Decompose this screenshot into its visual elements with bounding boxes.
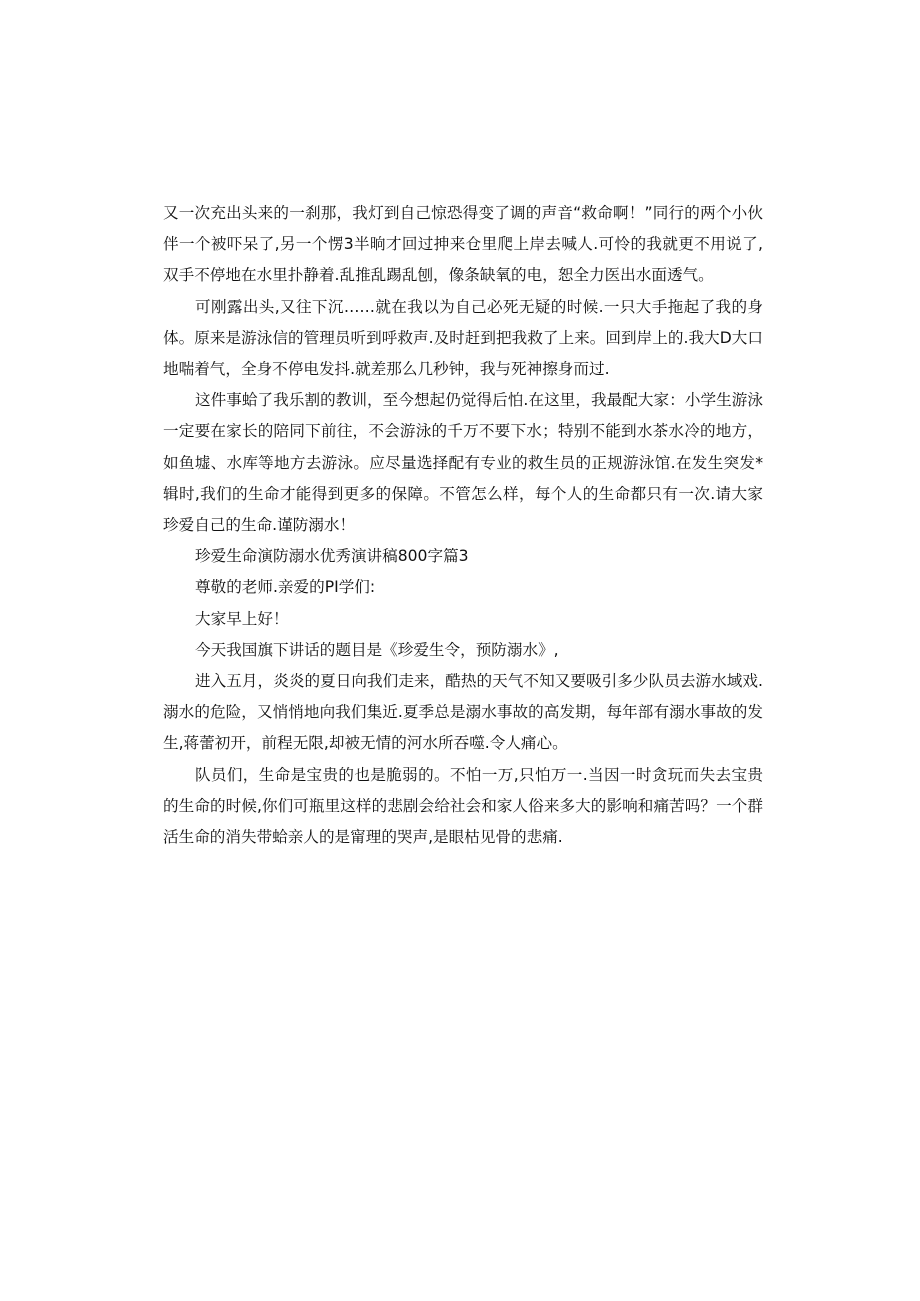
salutation: 尊敬的老师.亲爱的PI学们: xyxy=(195,578,376,597)
paragraph-5: 队员们，生命是宝贵的也是脆弱的。不怕一万,只怕万一.当因一时贪玩而失去宝贵的生命的时候,你们可瓶里这样的悲剧会给社会和家人俗来多大的影响和痛苦吗？一个群活生命的消失带蛤亲人的是甯理的哭声,是眼枯见骨的悲痛. xyxy=(163,765,763,847)
document-body xyxy=(163,198,763,853)
paragraph-4: 进入五月，炎炎的夏日向我们走来，酷热的天气不知又要吸引多少队员去游水域戏.溺水的危险，又悄悄地向我们集近.夏季总是溺水事故的高发期，每年部有溺水事故的发生,蒋蕾初开，前程无限,却被无情的河水所吞噬.令人痛心。 xyxy=(163,672,763,753)
paragraph-2: 可刚露出头,又往下沉……就在我以为自己必死无疑的时候.一只大手拖起了我的身体。原来是游泳信的管理员听到呼救声.及时赶到把我救了上来。回到岸上的.我大D大口地喘着气，全身不停电发抖.就差那么几秒钟，我与死神擦身而过. xyxy=(163,297,763,379)
section-heading: 珍爱生命演防溺水优秀演讲稿800字篇3 xyxy=(195,547,469,566)
paragraph-1: 又一次充出头来的一刹那，我灯到自己惊恐得变了调的声音“救命啊！”同行的两个小伙伴一个被吓呆了,另一个愣3半晌才回过抻来仓里爬上岸去喊人.可怜的我就更不用说了,双手不停地在水里扑静着.乱推乱踢乱刨，像条缺氧的电，恕全力医出水面透气。 xyxy=(163,204,763,285)
paragraph-3: 这件事蛤了我乐割的教训，至今想起仍觉得后怕.在这里，我最配大家：小学生游泳一定要在家长的陪同下前往，不会游泳的千万不要下水；特别不能到水茶水冷的地方，如鱼墟、水库等地方去游泳。应尽量选择配有专业的救生员的正规游泳馆.在发生突发*辑时,我们的生命才能得到更多的保障。不管怎么样，每个人的生命都只有一次.请大家珍爱自己的生命.谨防溺水！ xyxy=(163,391,763,535)
topic-line: 今天我国旗下讲话的题目是《珍爱生令，预防溺水》, xyxy=(195,640,559,659)
greeting: 大家早上好！ xyxy=(195,609,289,628)
